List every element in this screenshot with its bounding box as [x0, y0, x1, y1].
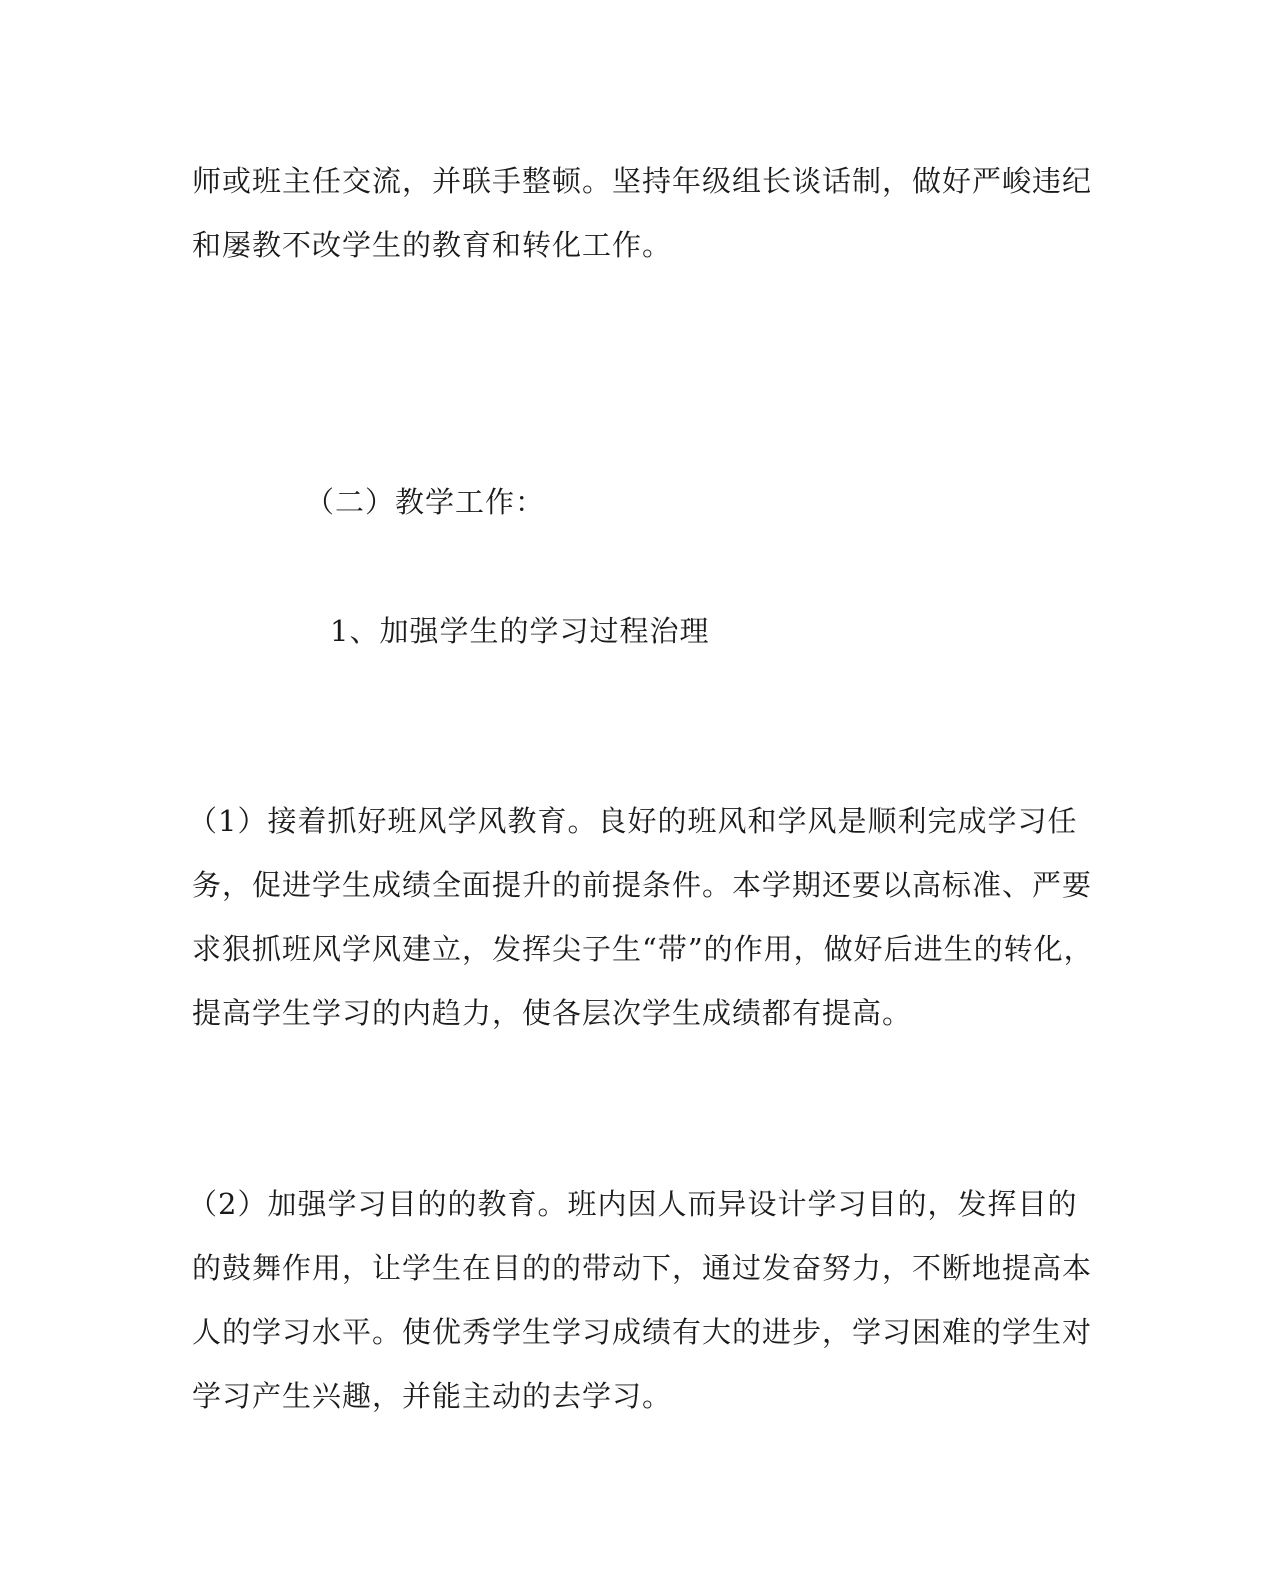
item-1-line: 提高学生学习的内趋力，使各层次学生成绩都有提高。 [192, 996, 913, 1030]
item-1-line: 求狠抓班风学风建立，发挥尖子生“带”的作用，做好后进生的转化， [192, 932, 1094, 966]
section-heading: （二）教学工作： [305, 485, 546, 519]
paragraph-line: 和屡教不改学生的教育和转化工作。 [192, 228, 673, 262]
item-2-line: （2）加强学习目的的教育。班内因人而异设计学习目的，发挥目的 [188, 1187, 1078, 1221]
item-2-line: 人的学习水平。使优秀学生学习成绩有大的进步，学习困难的学生对 [192, 1315, 1093, 1349]
paragraph-line: 师或班主任交流，并联手整顿。坚持年级组长谈话制，做好严峻违纪 [192, 164, 1093, 198]
item-1-line: 务，促进学生成绩全面提升的前提条件。本学期还要以高标准、严要 [192, 868, 1093, 902]
subsection-heading: 1、加强学生的学习过程治理 [330, 614, 710, 648]
item-2-line: 学习产生兴趣，并能主动的去学习。 [192, 1379, 673, 1413]
item-1-line: （1）接着抓好班风学风教育。良好的班风和学风是顺利完成学习任 [188, 804, 1078, 838]
item-2-line: 的鼓舞作用，让学生在目的的带动下，通过发奋努力，不断地提高本 [192, 1251, 1093, 1285]
